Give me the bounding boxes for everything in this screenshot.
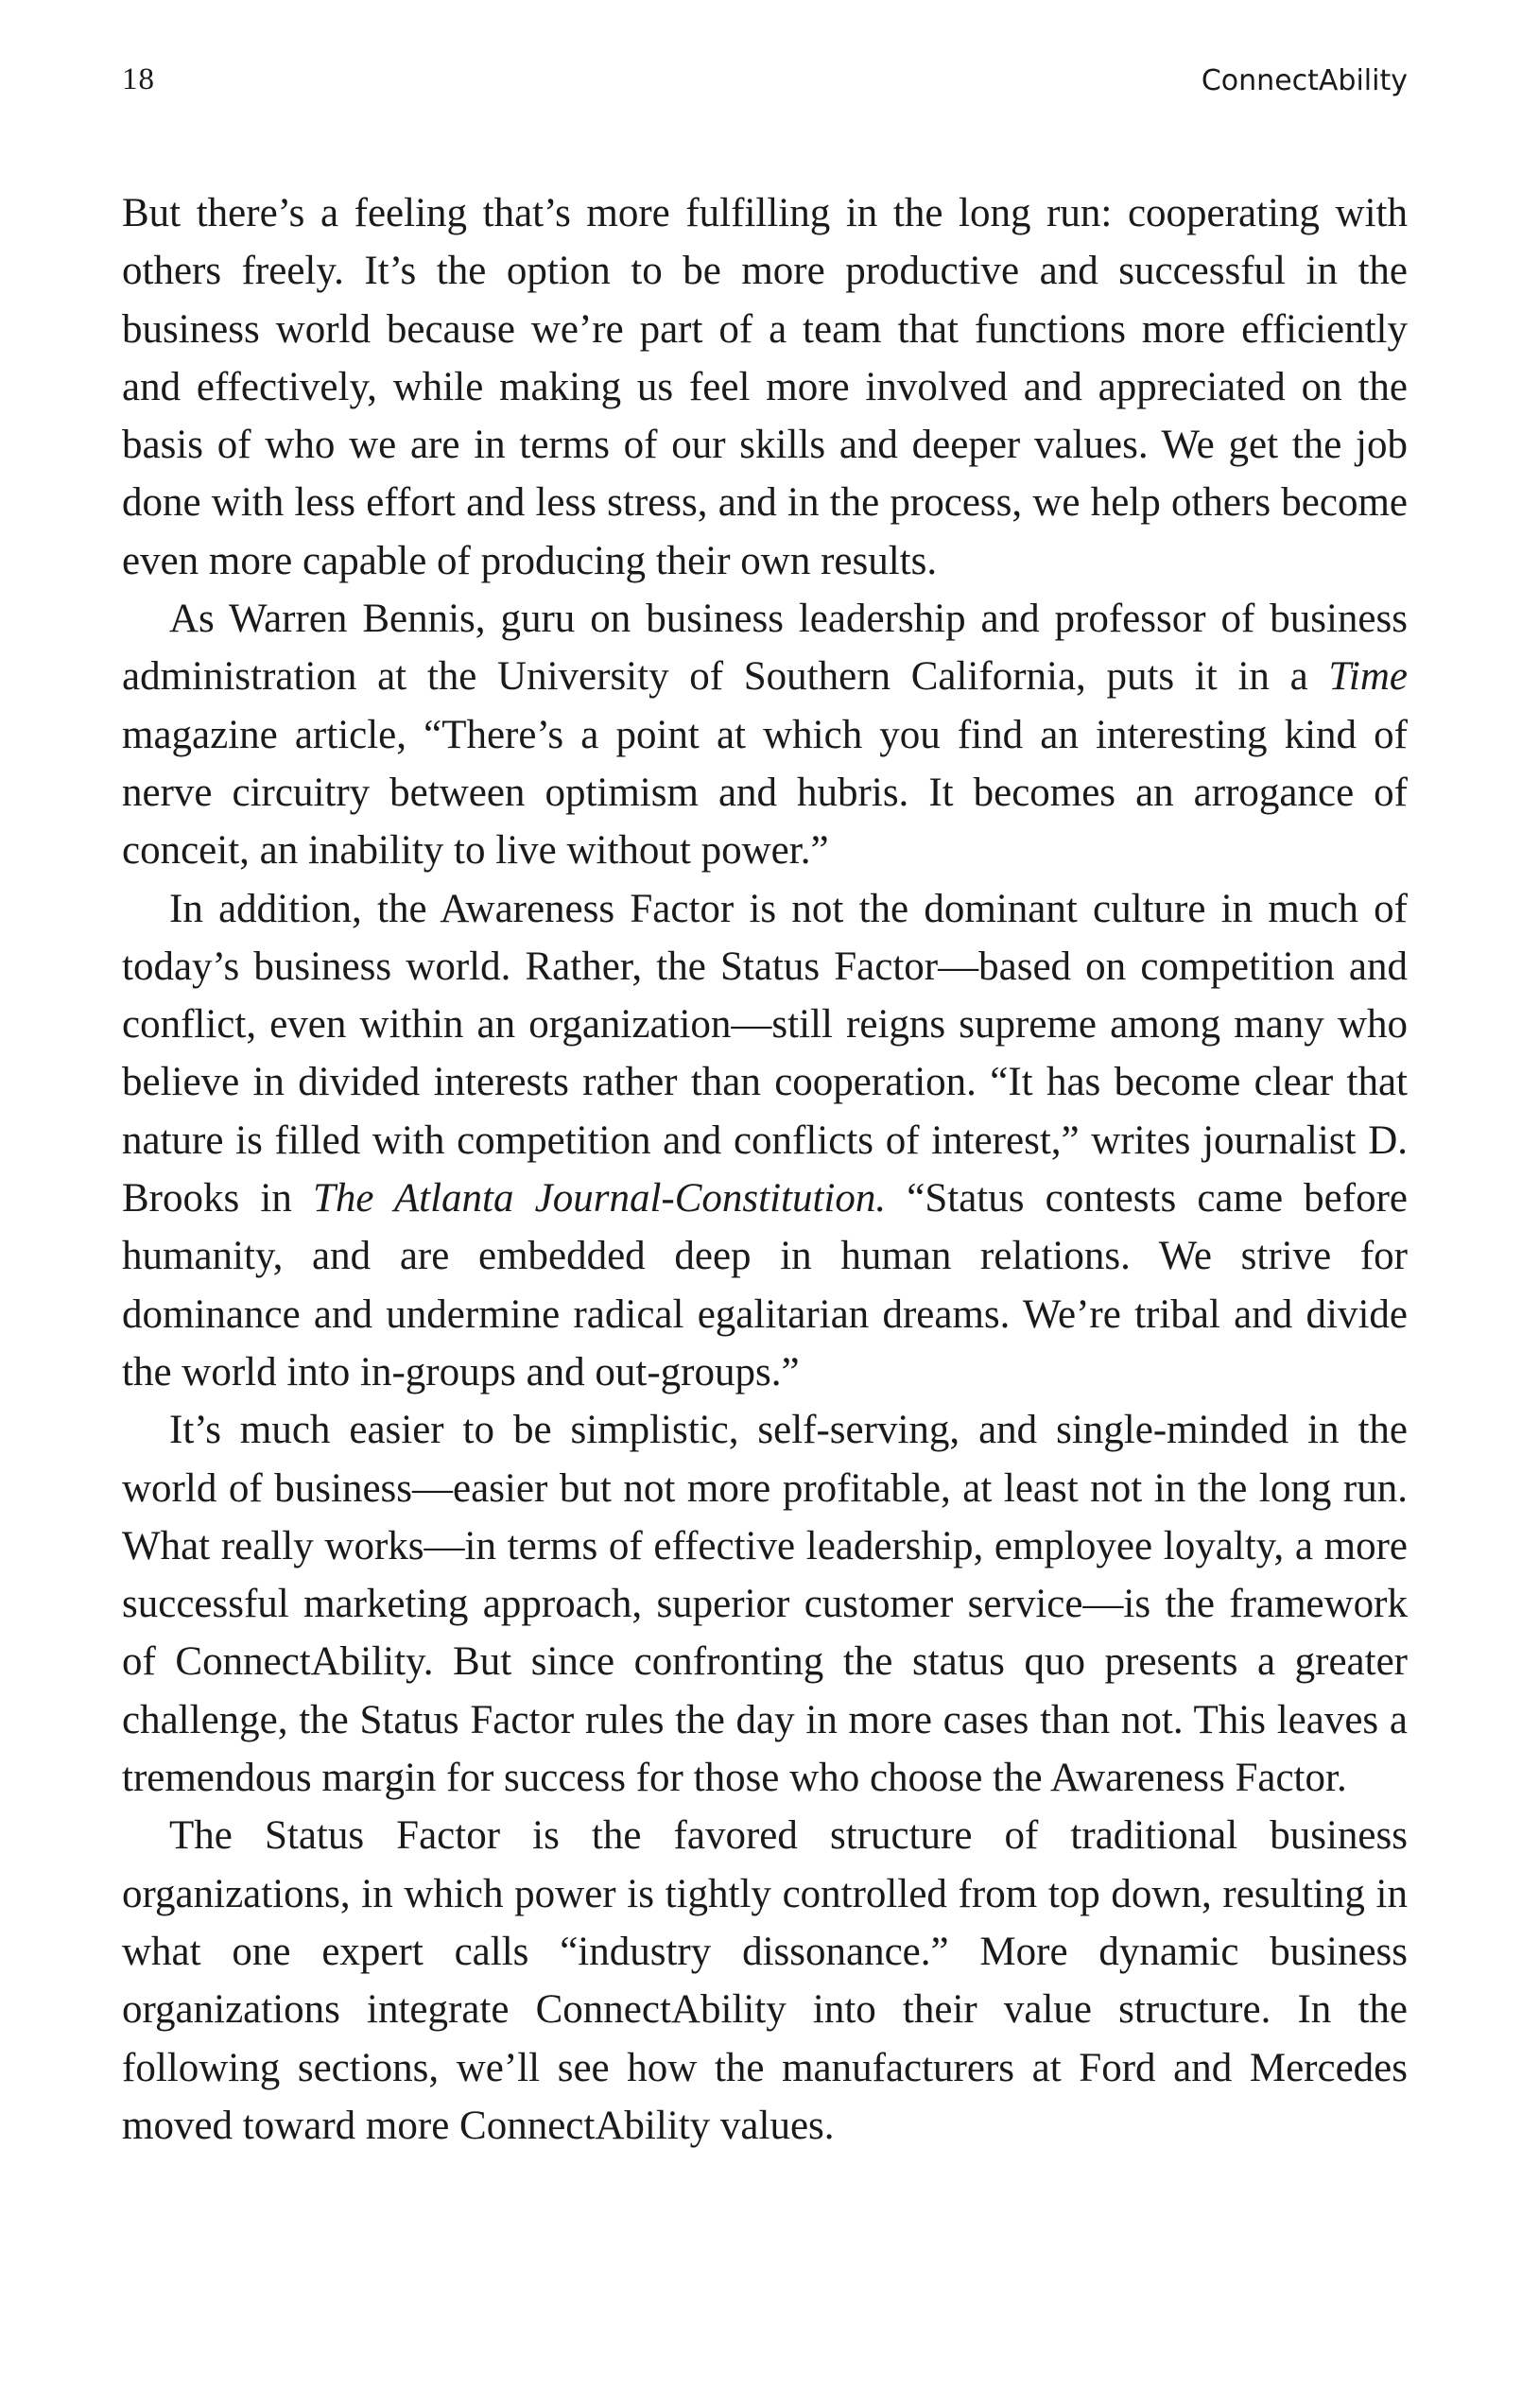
publication-title-time: Time	[1328, 654, 1408, 700]
paragraph-4: It’s much easier to be simplistic, self-serving, and single-minded in the world of business—easier but not more profitable, at least not in the long run. What really works—in terms of effective leadership, employee loyalty, a more successful marketing approach, superior customer service—is the framework of ConnectAbility. But since confronting the status quo presents a greater challenge, the Status Factor rules the day in more cases than not. This leaves a tremendous margin for success for those who choose the Awareness Factor.	[122, 1408, 1408, 1801]
paragraph-2	[122, 590, 1408, 879]
paragraph-2-text-after: magazine article, “There’s a point at which you find an interesting kind of nerve circuitry between optimism and hubris. It becomes an arrogance of conceit, an inability to live without power.”	[122, 712, 1408, 874]
paragraph-5: The Status Factor is the favored structure of traditional business organizations, in which power is tightly controlled from top down, resulting in what one expert calls “industry dissonance.” More dynamic business organizations integrate ConnectAbility into their value structure. In the following sections, we’ll see how the manufacturers at Ford and Mercedes moved toward more ConnectAbility values.	[122, 1813, 1408, 2148]
paragraph-3	[122, 880, 1408, 1402]
running-head	[122, 62, 1408, 104]
page-number: 18	[122, 62, 155, 96]
paragraph-1: But there’s a feeling that’s more fulfilling in the long run: cooperating with others freely. It’s the option to be more productive and successful in the business world because we’re part of a team that functions more efficiently and effectively, while making us feel more involved and appreciated on the basis of who we are in terms of our skills and deeper values. We get the job done with less effort and less stress, and in the process, we help others become even more capable of producing their own results.	[122, 191, 1408, 583]
paragraph-3-text-after: “Status contests came before humanity, and are embedded deep in human relations. We strive for dominance and undermine radical egalitarian dreams. We’re tribal and divide the world into in-groups and out-groups.”	[122, 1176, 1408, 1395]
paragraph-2-text-before: As Warren Bennis, guru on business leadership and professor of business administration at the University of Southern California, puts it in a	[122, 597, 1408, 700]
running-title: ConnectAbility	[1201, 64, 1408, 97]
body-text	[122, 184, 1408, 2155]
publication-title-ajc: The Atlanta Journal-Constitution.	[313, 1176, 887, 1221]
paragraph-3-text-before: In addition, the Awareness Factor is not the dominant culture in much of today’s business world. Rather, the Status Factor—based on competition and conflict, even within an organization—still reigns supreme among many who believe in divided interests rather than cooperation. “It has become clear that nature is filled with competition and conflicts of interest,” writes journalist D. Brooks in	[122, 886, 1408, 1221]
